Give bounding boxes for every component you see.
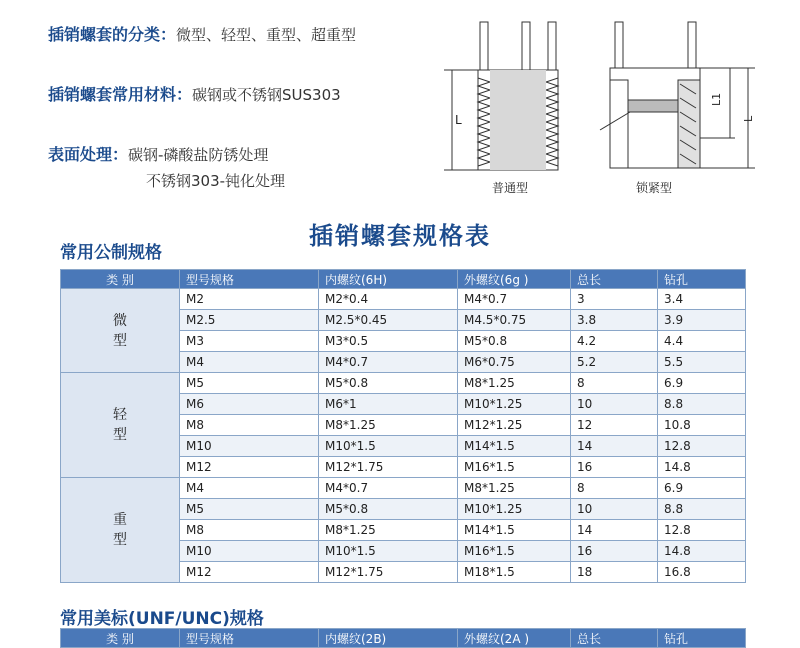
cell-length: 12: [571, 415, 658, 436]
unf-spec-table: [60, 628, 746, 648]
cell-drill: 16.8: [658, 562, 746, 583]
cell-model: M5: [180, 373, 319, 394]
metric-spec-table: [60, 269, 746, 583]
cell-inner-thread: M2.5*0.45: [319, 310, 458, 331]
cell-length: 16: [571, 541, 658, 562]
caption-standard: 普通型: [492, 181, 529, 195]
cell-inner-thread: M6*1: [319, 394, 458, 415]
cell-length: 3.8: [571, 310, 658, 331]
cell-outer-thread: M12*1.25: [458, 415, 571, 436]
cell-drill: 6.9: [658, 478, 746, 499]
cell-length: 8: [571, 373, 658, 394]
material-line: [48, 82, 341, 105]
category-cell: 微 型: [61, 289, 180, 373]
cell-inner-thread: M10*1.5: [319, 436, 458, 457]
header-category: 类 别: [61, 629, 180, 648]
cell-outer-thread: M4*0.7: [458, 289, 571, 310]
header-length: 总长: [571, 270, 658, 289]
cell-model: M3: [180, 331, 319, 352]
surface-treatment-key: 表面处理：: [48, 145, 129, 164]
table-header-row: [61, 629, 746, 648]
cell-inner-thread: M10*1.5: [319, 541, 458, 562]
cell-inner-thread: M12*1.75: [319, 457, 458, 478]
cell-outer-thread: M10*1.25: [458, 499, 571, 520]
cell-outer-thread: M10*1.25: [458, 394, 571, 415]
table-header-row: [61, 270, 746, 289]
cell-inner-thread: M5*0.8: [319, 373, 458, 394]
cell-inner-thread: M8*1.25: [319, 415, 458, 436]
dim-label-l1: L1: [710, 92, 723, 106]
cell-outer-thread: M14*1.5: [458, 520, 571, 541]
cell-outer-thread: M4.5*0.75: [458, 310, 571, 331]
cell-inner-thread: M8*1.25: [319, 520, 458, 541]
surface-treatment-line: [48, 142, 268, 165]
cell-drill: 14.8: [658, 541, 746, 562]
dim-label-l2: L: [742, 115, 755, 122]
cell-length: 14: [571, 520, 658, 541]
cell-outer-thread: M16*1.5: [458, 541, 571, 562]
cell-length: 14: [571, 436, 658, 457]
cell-model: M10: [180, 541, 319, 562]
header-outer-thread: 外螺纹(6g ): [458, 270, 571, 289]
cell-outer-thread: M8*1.25: [458, 373, 571, 394]
cell-model: M5: [180, 499, 319, 520]
cell-drill: 5.5: [658, 352, 746, 373]
cell-inner-thread: M4*0.7: [319, 352, 458, 373]
surface-treatment-value-2: 不锈钢303-钝化处理: [146, 172, 286, 190]
classification-value: 微型、轻型、重型、超重型: [176, 26, 357, 44]
header-length: 总长: [571, 629, 658, 648]
category-cell: 轻 型: [61, 373, 180, 478]
cell-length: 3: [571, 289, 658, 310]
cell-outer-thread: M6*0.75: [458, 352, 571, 373]
cell-length: 5.2: [571, 352, 658, 373]
cell-length: 4.2: [571, 331, 658, 352]
cell-model: M10: [180, 436, 319, 457]
header-model: 型号规格: [180, 629, 319, 648]
cell-model: M12: [180, 457, 319, 478]
classification-line: [48, 22, 356, 45]
cell-outer-thread: M14*1.5: [458, 436, 571, 457]
table-row: [61, 373, 746, 394]
cell-drill: 8.8: [658, 394, 746, 415]
header-inner-thread: 内螺纹(2B): [319, 629, 458, 648]
cell-outer-thread: M16*1.5: [458, 457, 571, 478]
cell-drill: 12.8: [658, 436, 746, 457]
cell-inner-thread: M5*0.8: [319, 499, 458, 520]
cell-outer-thread: M18*1.5: [458, 562, 571, 583]
header-outer-thread: 外螺纹(2A ): [458, 629, 571, 648]
cell-length: 8: [571, 478, 658, 499]
cell-model: M12: [180, 562, 319, 583]
cell-inner-thread: M3*0.5: [319, 331, 458, 352]
header-drill: 钻孔: [658, 629, 746, 648]
classification-key: 插销螺套的分类：: [48, 25, 177, 44]
cell-outer-thread: M8*1.25: [458, 478, 571, 499]
header-inner-thread: 内螺纹(6H): [319, 270, 458, 289]
header-category: 类 别: [61, 270, 180, 289]
page-title: 插销螺套规格表: [309, 222, 491, 250]
category-cell: 重 型: [61, 478, 180, 583]
cell-length: 16: [571, 457, 658, 478]
cell-drill: 10.8: [658, 415, 746, 436]
dim-label-l: L: [455, 113, 462, 127]
cell-inner-thread: M2*0.4: [319, 289, 458, 310]
cell-drill: 8.8: [658, 499, 746, 520]
metric-section-title: 常用公制规格: [60, 243, 162, 263]
table-row: [61, 478, 746, 499]
cell-length: 18: [571, 562, 658, 583]
material-value: 碳钢或不锈钢SUS303: [192, 86, 341, 104]
cell-model: M4: [180, 352, 319, 373]
cell-drill: 12.8: [658, 520, 746, 541]
header-model: 型号规格: [180, 270, 319, 289]
cell-inner-thread: M4*0.7: [319, 478, 458, 499]
cell-drill: 14.8: [658, 457, 746, 478]
insert-diagram: [430, 20, 770, 195]
cell-drill: 4.4: [658, 331, 746, 352]
cell-model: M6: [180, 394, 319, 415]
cell-model: M2: [180, 289, 319, 310]
cell-model: M8: [180, 415, 319, 436]
cell-drill: 3.4: [658, 289, 746, 310]
cell-model: M4: [180, 478, 319, 499]
cell-drill: 3.9: [658, 310, 746, 331]
cell-length: 10: [571, 499, 658, 520]
cell-model: M8: [180, 520, 319, 541]
material-key: 插销螺套常用材料：: [48, 85, 193, 104]
cell-outer-thread: M5*0.8: [458, 331, 571, 352]
table-row: [61, 289, 746, 310]
cell-drill: 6.9: [658, 373, 746, 394]
header-drill: 钻孔: [658, 270, 746, 289]
caption-locking: 锁紧型: [636, 181, 673, 195]
cell-model: M2.5: [180, 310, 319, 331]
cell-inner-thread: M12*1.75: [319, 562, 458, 583]
surface-treatment-value: 碳钢-磷酸盐防锈处理: [128, 146, 269, 164]
cell-length: 10: [571, 394, 658, 415]
unf-section-title: 常用美标(UNF/UNC)规格: [60, 609, 264, 629]
